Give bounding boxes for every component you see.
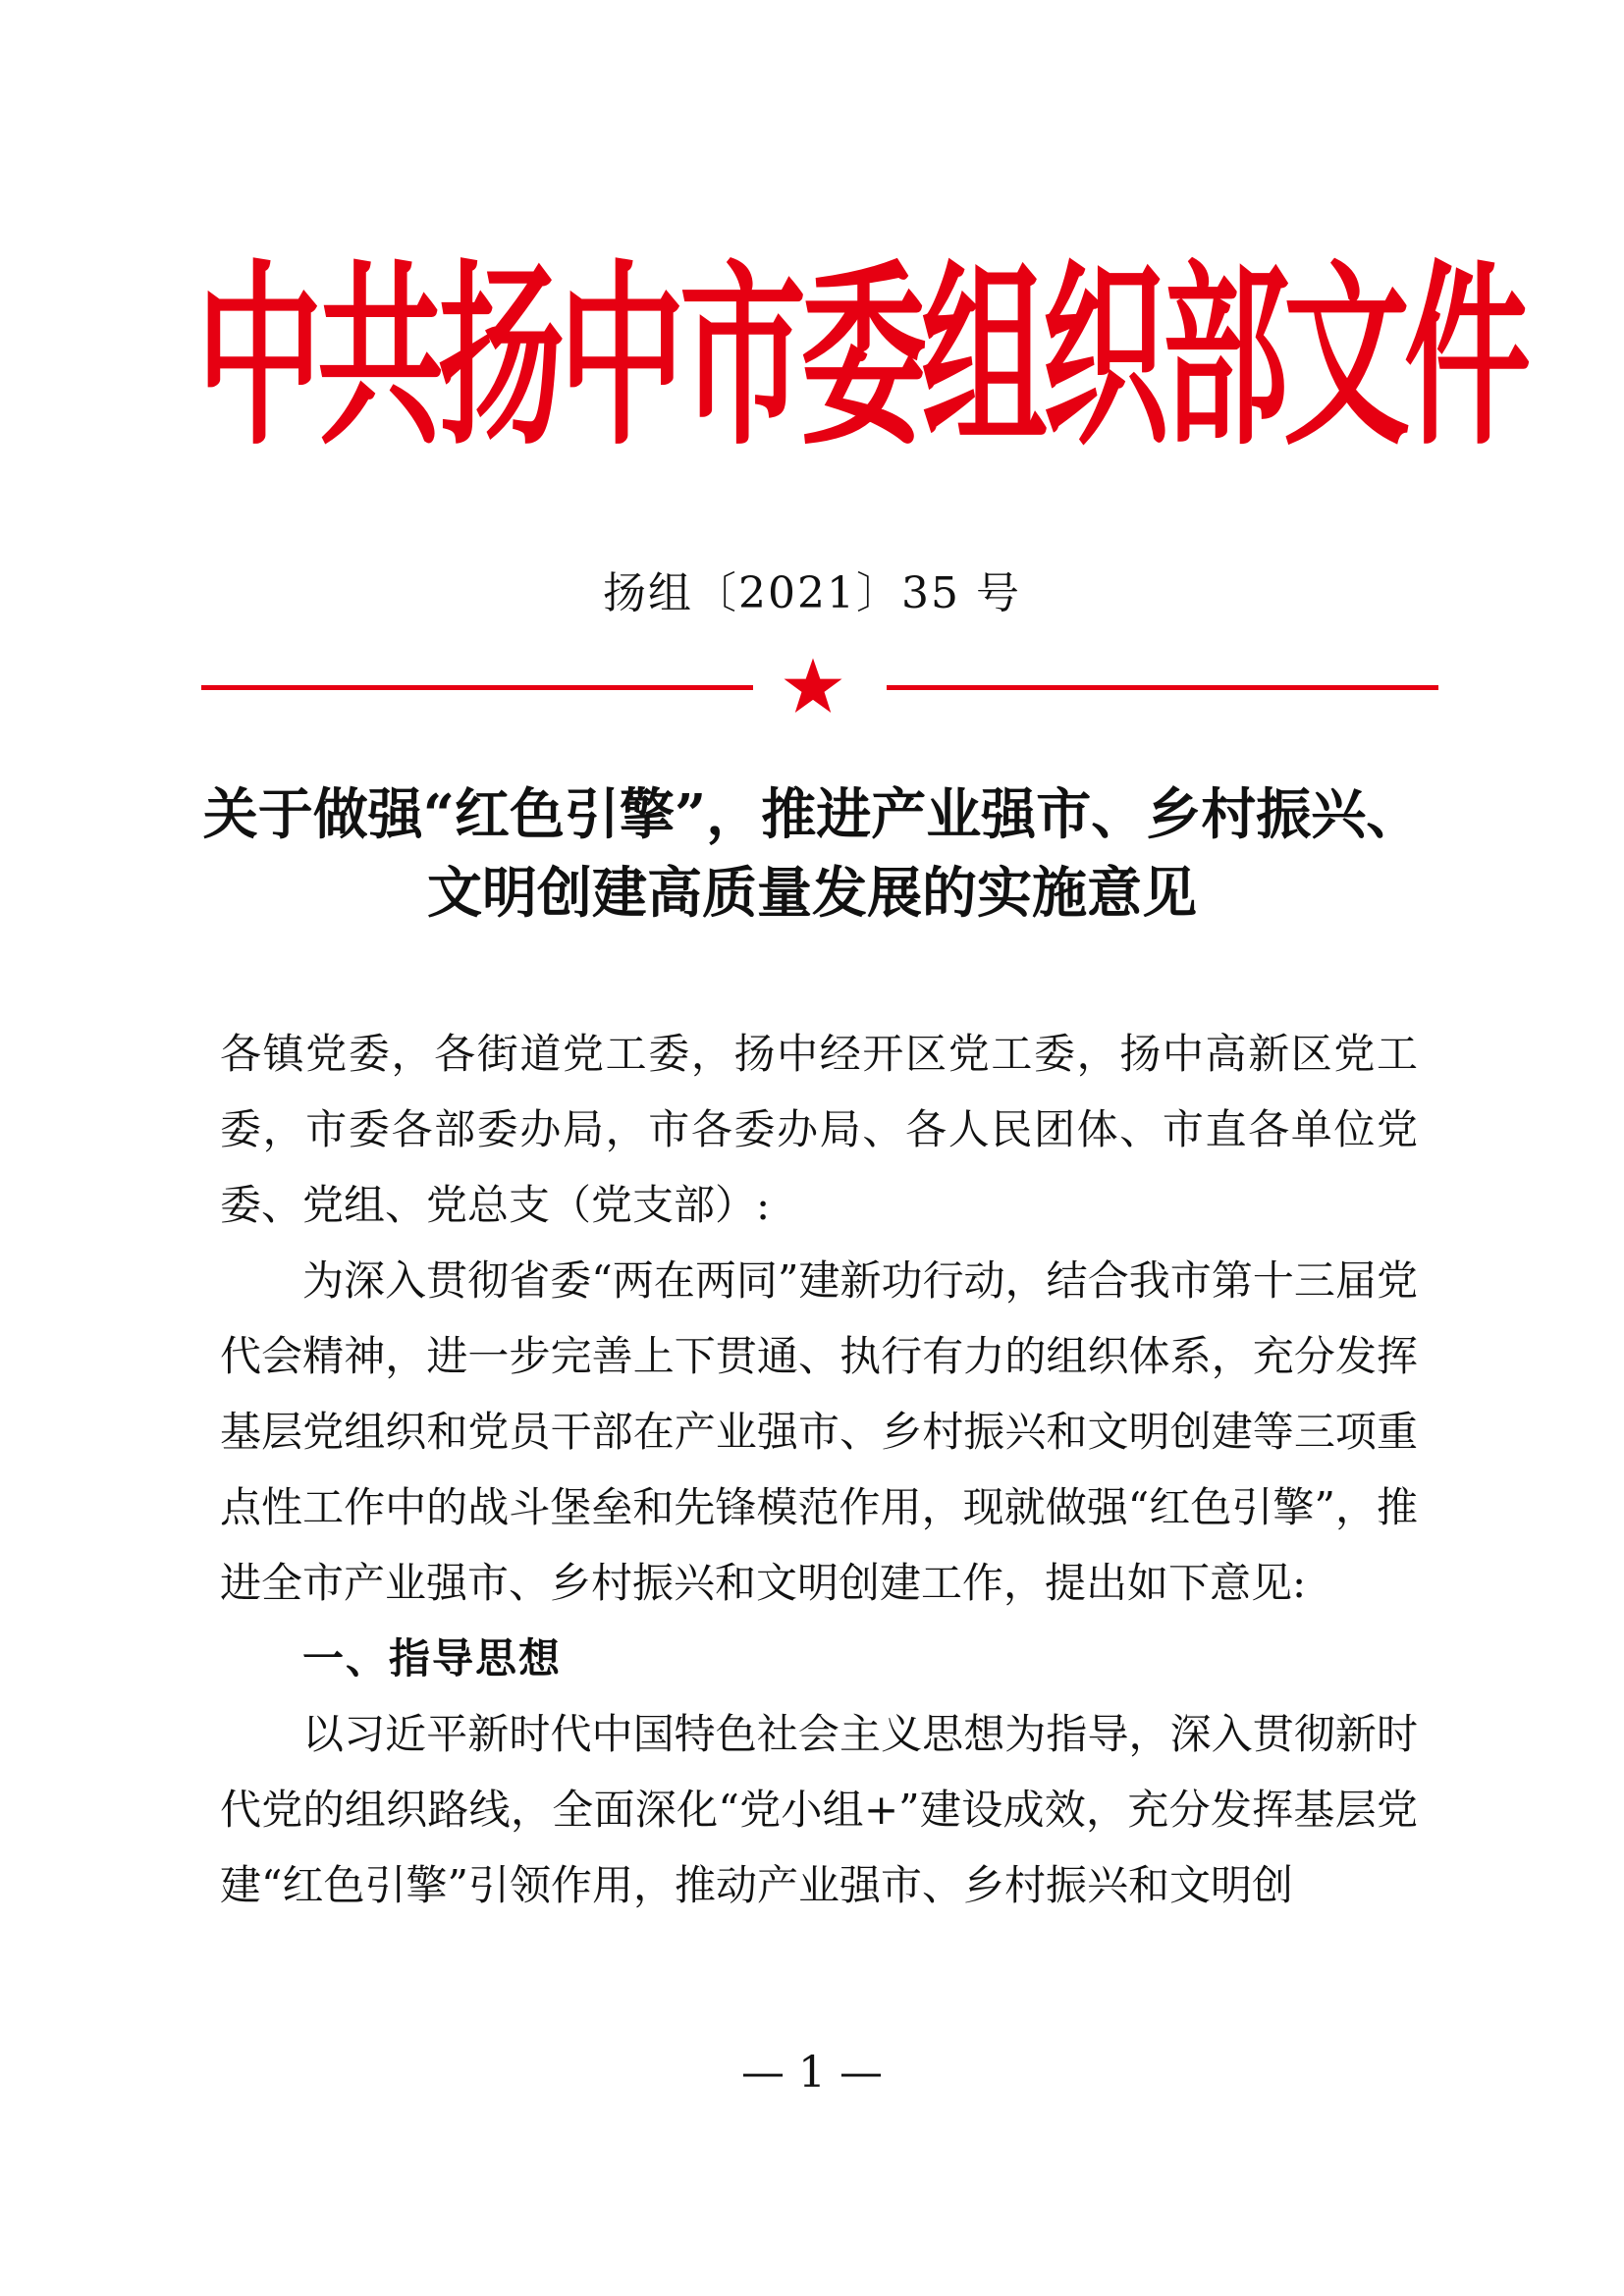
- red-rule-left: [201, 685, 753, 690]
- document-body: [220, 1016, 1418, 1923]
- title-line-2: 文明创建高质量发展的实施意见: [427, 861, 1197, 926]
- star-shape: [784, 658, 841, 713]
- document-masthead: 中共扬中市委组织部文件: [196, 242, 1525, 473]
- recipients-paragraph: 各镇党委，各街道党工委，扬中经开区党工委，扬中高新区党工委，市委各部委办局，市各委办局、各人民团体、市直各单位党委、党组、党总支（党支部）:: [220, 1030, 1418, 1229]
- intro-paragraph: 为深入贯彻省委“两在两同”建新功行动，结合我市第十三届党代会精神，进一步完善上下贯通、执行有力的组织体系，充分发挥基层党组织和党员干部在产业强市、乡村振兴和文明创建等三项重点性工作中的战斗堡垒和先锋模范作用，现就做强“红色引擎”，推进全市产业强市、乡村振兴和文明创建工作，提出如下意见:: [220, 1256, 1418, 1607]
- section-paragraph-guiding-ideology: 以习近平新时代中国特色社会主义思想为指导，深入贯彻新时代党的组织路线，全面深化“党小组+”建设成效，充分发挥基层党建“红色引擎”引领作用，推动产业强市、乡村振兴和文明创: [220, 1710, 1418, 1909]
- title-line-1: 关于做强“红色引擎”，推进产业强市、乡村振兴、: [202, 782, 1422, 847]
- document-title: [157, 775, 1467, 933]
- document-number: 扬组〔2021〕35 号: [603, 568, 1021, 618]
- page-number: — 1 —: [741, 2048, 883, 2098]
- red-rule-right: [887, 685, 1438, 690]
- red-star-icon: [783, 656, 843, 717]
- section-heading-guiding-ideology: 一、指导思想: [302, 1634, 563, 1682]
